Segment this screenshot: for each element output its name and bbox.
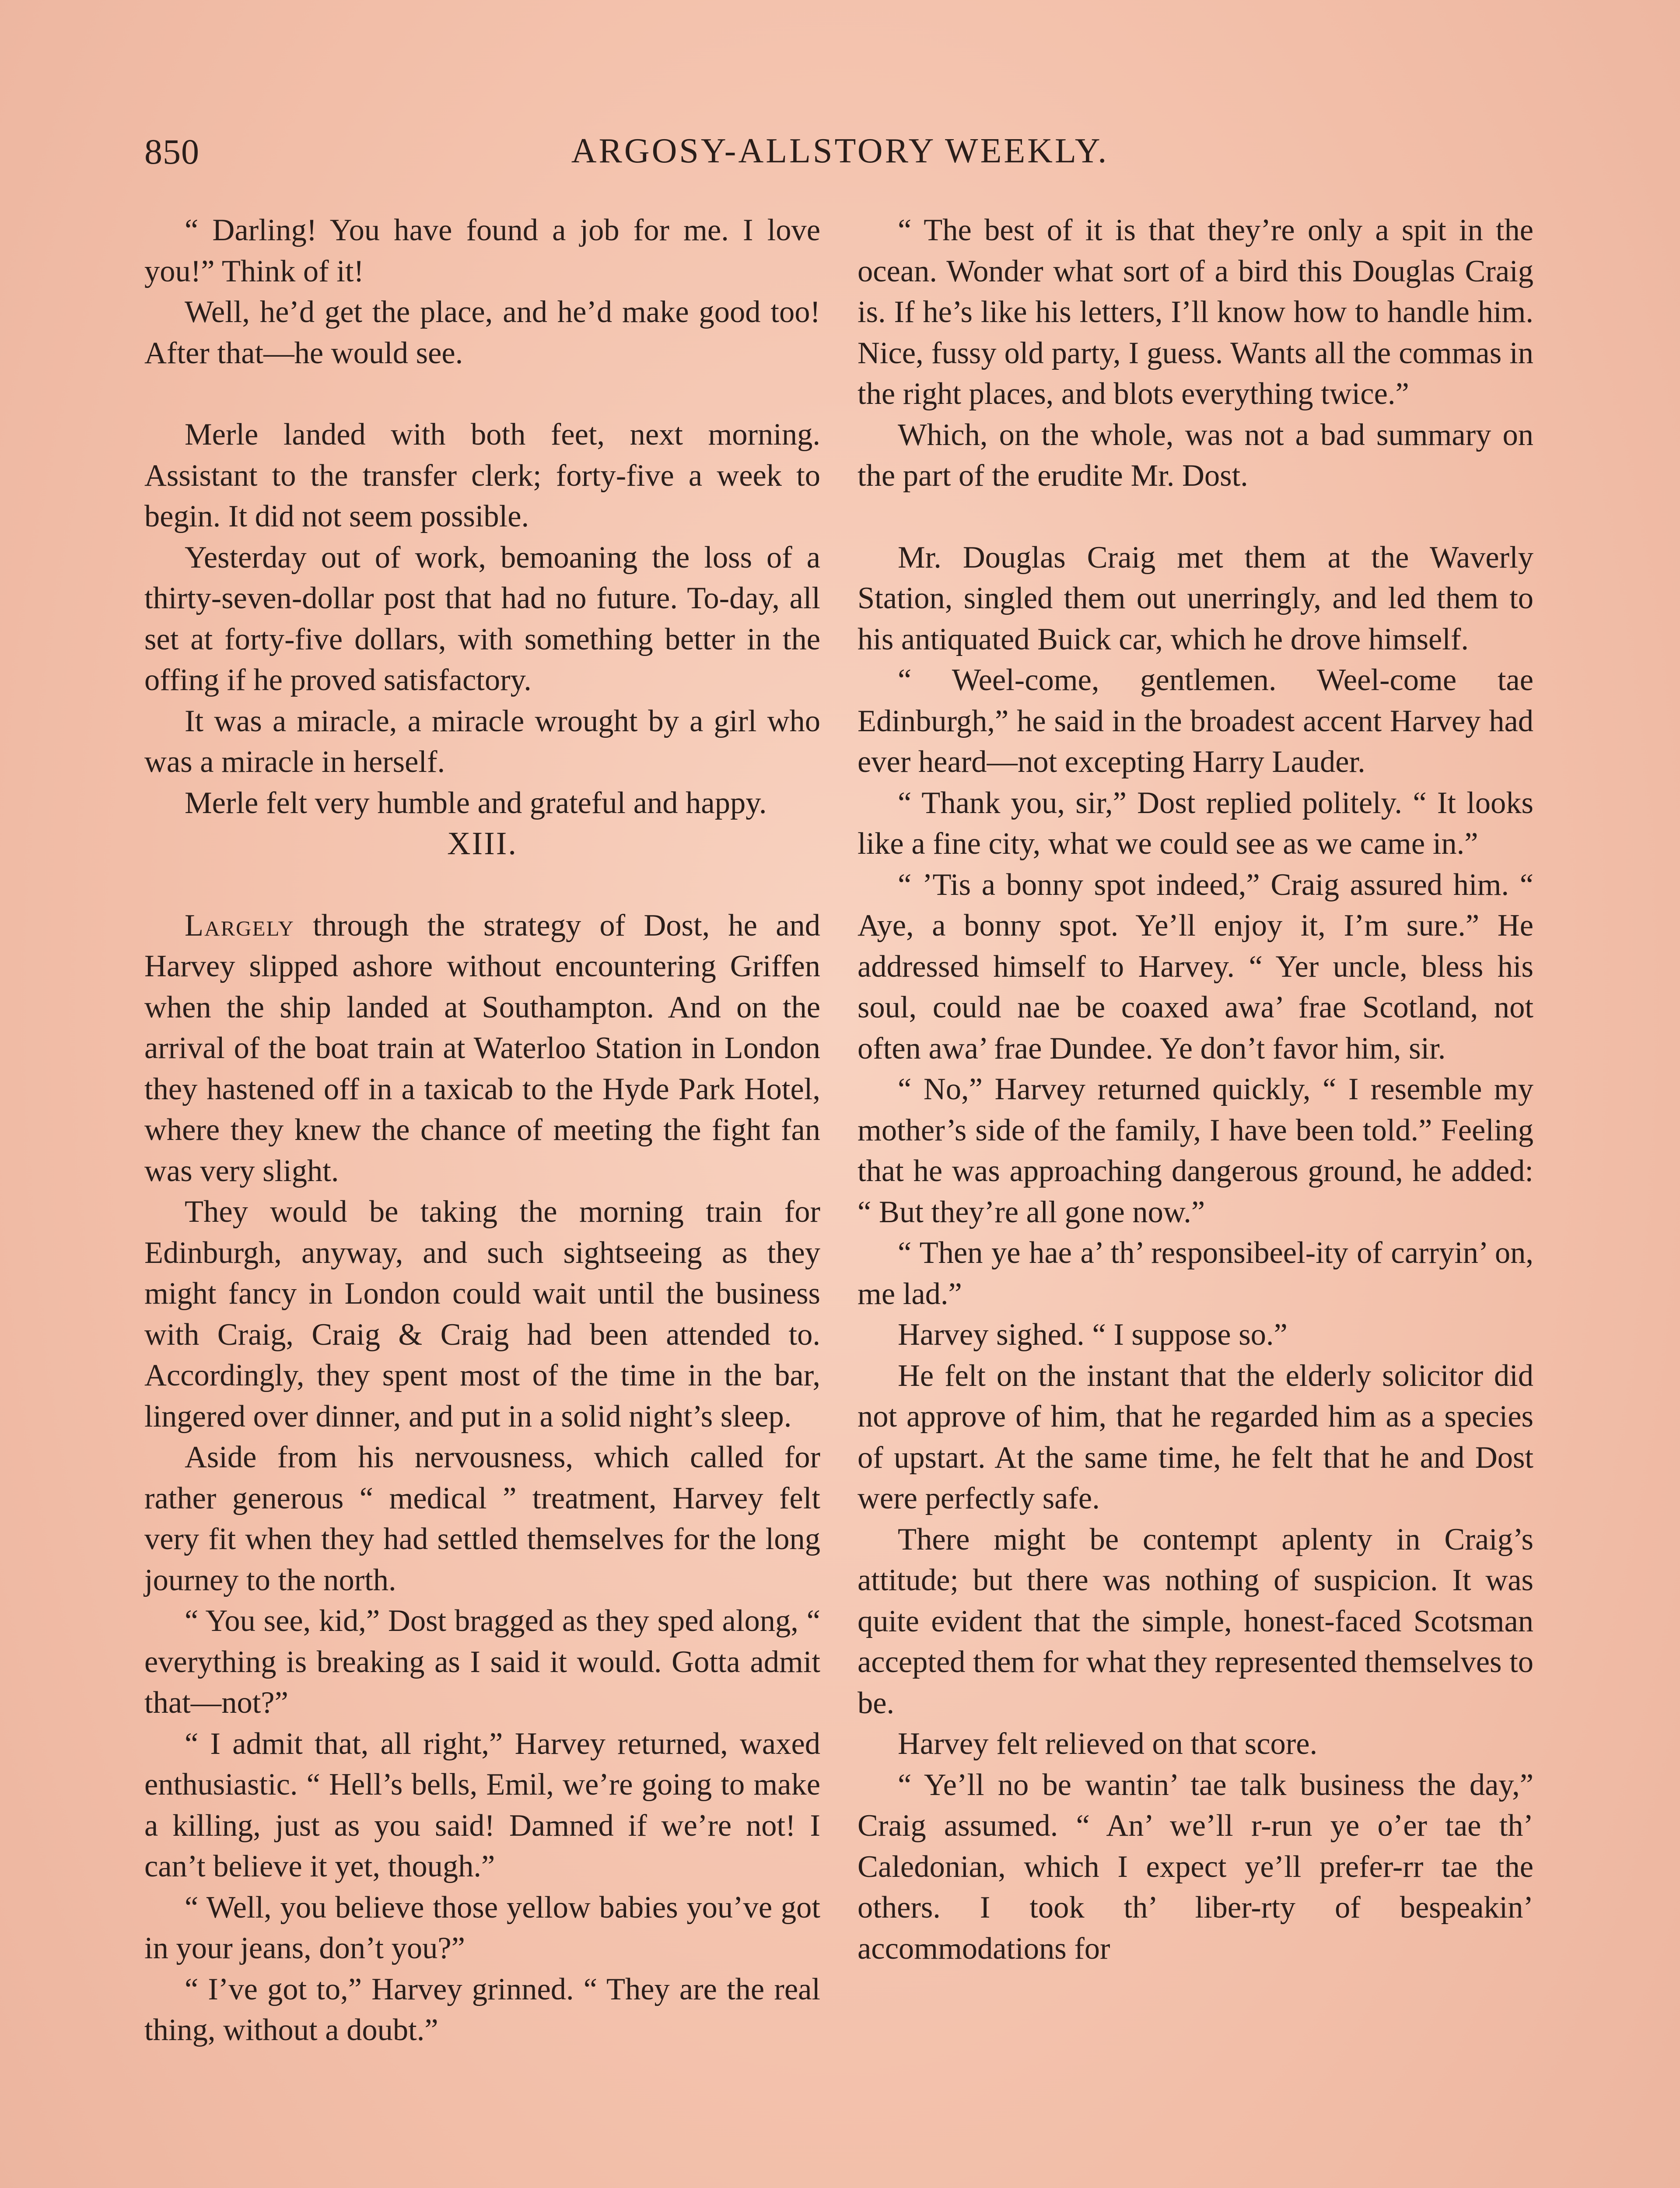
paragraph: “ The best of it is that they’re only a spit in the ocean. Wonder what sort of a bird this Douglas Craig is. If he’s like his letters, I’ll know how to handle him. Nice, fussy old party, I guess. Wants all the commas in the right places, and blots everything twice.” bbox=[858, 213, 1533, 411]
paragraph: “ I admit that, all right,” Harvey returned, waxed enthusiastic. “ Hell’s bells, Emil, we’re going to make a killing, just as you said! Damned if we’re not! I can’t believe it yet, though.” bbox=[144, 1726, 820, 1883]
paragraph: “ No,” Harvey returned quickly, “ I resemble my mother’s side of the family, I have been told.” Feeling that he was approaching dangerous ground, he added: “ But they’re all gone now.” bbox=[858, 1072, 1533, 1229]
chapter-opening-paragraph bbox=[144, 905, 820, 1192]
paragraph: “ You see, kid,” Dost bragged as they sped along, “ everything is breaking as I said it would. Gotta admit that—not?” bbox=[144, 1604, 820, 1720]
paragraph: “ Ye’ll no be wantin’ tae talk business the day,” Craig assumed. “ An’ we’ll r-run ye o’er tae th’ Caledonian, which I expect ye’ll prefer-rr tae the others. I took th’ liber-rty of bespeakin’ accommodations for bbox=[858, 1767, 1533, 1966]
paragraph: “ I’ve got to,” Harvey grinned. “ They are the real thing, without a doubt.” bbox=[144, 1972, 820, 2047]
paragraph: Aside from his nervousness, which called for rather generous “ medical ” treatment, Harvey felt very fit when they had settled themselves for the long journey to the north. bbox=[144, 1440, 820, 1597]
paragraph: “ Thank you, sir,” Dost replied politely. “ It looks like a fine city, what we could see as we came in.” bbox=[858, 785, 1533, 861]
paragraph: “ ’Tis a bonny spot indeed,” Craig assured him. “ Aye, a bonny spot. Ye’ll enjoy it, I’m sure.” He addressed himself to Harvey. “ Yer uncle, bless his soul, could nae be coaxed awa’ frae Scotland, not often awa’ frae Dundee. Ye don’t favor him, sir. bbox=[858, 867, 1533, 1066]
paragraph: It was a miracle, a miracle wrought by a girl who was a miracle in herself. bbox=[144, 704, 820, 779]
page-number: 850 bbox=[144, 132, 200, 172]
paragraph: Harvey sighed. “ I suppose so.” bbox=[898, 1318, 1288, 1352]
paragraph: Merle felt very humble and grateful and happy. bbox=[185, 785, 767, 820]
paragraph: There might be contempt aplenty in Craig’s attitude; but there was nothing of suspicion. It was quite evident that the simple, honest-faced Scotsman accepted them for what they represented themselves to be. bbox=[858, 1522, 1533, 1720]
paragraph: Well, he’d get the place, and he’d make good too! After that—he would see. bbox=[144, 295, 820, 370]
left-column bbox=[144, 210, 820, 2051]
right-column bbox=[858, 210, 1533, 1969]
chapter-opening-text: through the strategy of Dost, he and Harvey slipped ashore without encountering Griffen when the ship landed at Southampton. And on the arrival of the boat train at Waterloo Station in London they hastened off in a taxicab to the Hyde Park Hotel, where they knew the chance of meeting the fight fan was very slight. bbox=[144, 908, 820, 1188]
paragraph: Yesterday out of work, bemoaning the loss of a thirty-seven-dollar post that had no future. To-day, all set at forty-five dollars, with something better in the offing if he proved satisfactory. bbox=[144, 540, 820, 697]
page-header bbox=[144, 131, 1536, 184]
paragraph: Which, on the whole, was not a bad summary on the part of the erudite Mr. Dost. bbox=[858, 417, 1533, 493]
paragraph: Harvey felt relieved on that score. bbox=[898, 1727, 1318, 1761]
paragraph: He felt on the instant that the elderly solicitor did not approve of him, that he regarded him as a species of upstart. At the same time, he felt that he and Dost were perfectly safe. bbox=[858, 1358, 1533, 1515]
paragraph: “ Weel-come, gentlemen. Weel-come tae Edinburgh,” he said in the broadest accent Harvey had ever heard—not excepting Harry Lauder. bbox=[858, 663, 1533, 779]
chapter-first-word: Largely bbox=[185, 908, 294, 943]
paragraph: “ Darling! You have found a job for me. I love you!” Think of it! bbox=[144, 213, 820, 288]
paragraph: Merle landed with both feet, next morning. Assistant to the transfer clerk; forty-five a week to begin. It did not seem possible. bbox=[144, 417, 820, 533]
paragraph: Mr. Douglas Craig met them at the Waverly Station, singled them out unerringly, and led them to his antiquated Buick car, which he drove himself. bbox=[858, 540, 1533, 656]
paragraph: “ Then ye hae a’ th’ responsibeel-ity of carryin’ on, me lad.” bbox=[858, 1236, 1533, 1311]
chapter-heading: XIII. bbox=[447, 826, 518, 862]
paragraph: “ Well, you believe those yellow babies you’ve got in your jeans, don’t you?” bbox=[144, 1890, 820, 1965]
running-head: ARGOSY-ALLSTORY WEEKLY. bbox=[571, 132, 1109, 170]
paragraph: They would be taking the morning train for Edinburgh, anyway, and such sightseeing as they might fancy in London could wait until the business with Craig, Craig & Craig had been attended to. Accordingly, they spent most of the time in the bar, lingered over dinner, and put in a solid night’s sleep. bbox=[144, 1195, 820, 1434]
